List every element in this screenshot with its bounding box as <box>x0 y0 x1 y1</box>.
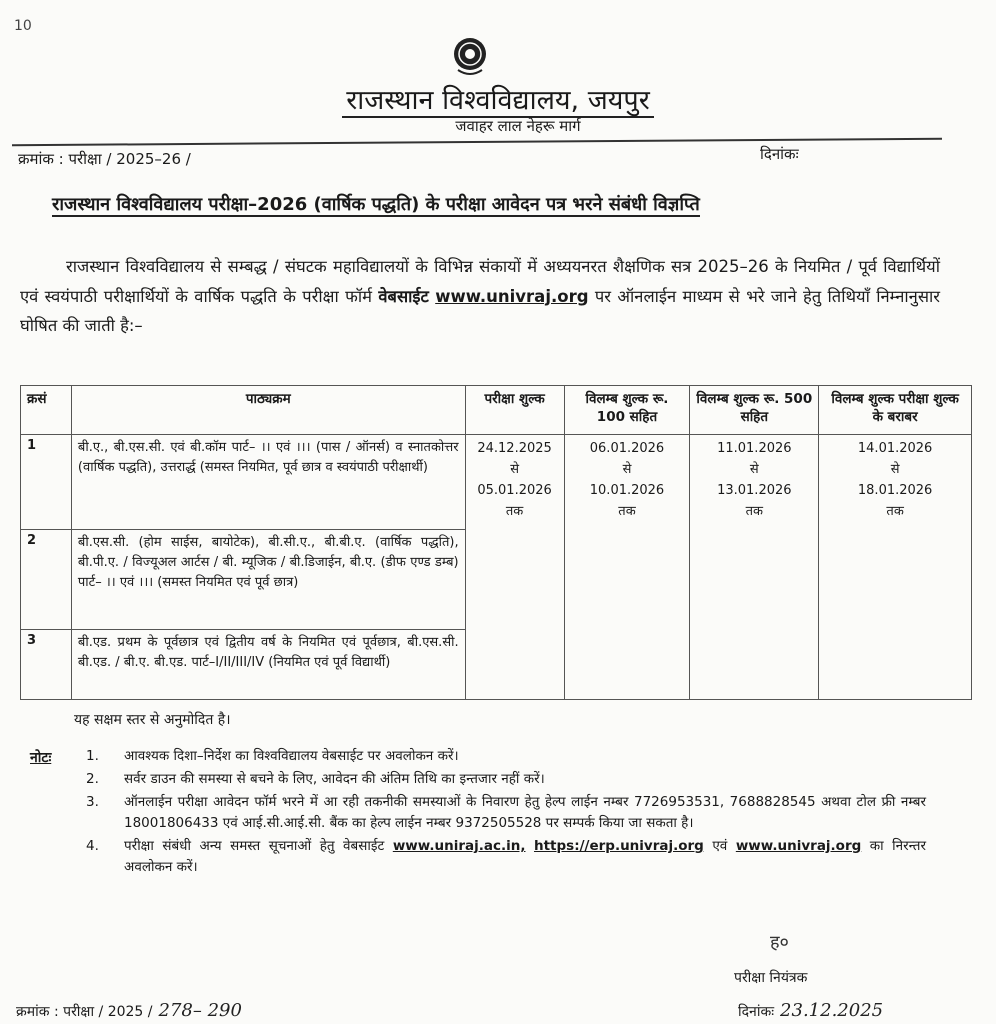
handwritten-ref-number: 278– 290 <box>158 1000 242 1021</box>
website-link[interactable]: www.univraj.org <box>435 286 589 306</box>
row-number: 3 <box>21 630 72 700</box>
reference-number: क्रमांक : परीक्षा / 2025–26 / <box>18 150 191 168</box>
exam-fee-dates: 24.12.2025 से 05.01.2026 तक <box>465 435 564 700</box>
late-equal-dates: 14.01.2026 से 18.01.2026 तक <box>819 435 972 700</box>
uniraj-link[interactable]: www.uniraj.ac.in, <box>392 838 526 854</box>
header-divider <box>12 138 942 146</box>
table-row <box>21 435 972 530</box>
note-item: 2. सर्वर डाउन की समस्या से बचने के लिए, आवेदन की अंतिम तिथि का इन्तजार नहीं करें। <box>86 771 545 787</box>
row-number: 1 <box>21 435 72 530</box>
late-500-dates: 11.01.2026 से 13.01.2026 तक <box>690 435 819 700</box>
course-cell: बी.एड. प्रथम के पूर्वछात्र एवं द्वितीय वर्ष के नियमित एवं पूर्वछात्र, बी.एस.सी. बी.एड. / बी.ए. बी.एड. पार्ट–I/II/III/IV (नियमित एवं पूर्व विद्यार्थी) <box>71 630 465 700</box>
late-100-dates: 06.01.2026 से 10.01.2026 तक <box>564 435 690 700</box>
row-number: 2 <box>21 530 72 630</box>
university-emblem-icon <box>452 36 488 78</box>
col-header-late-100: विलम्ब शुल्क रू. 100 सहित <box>564 386 690 435</box>
table-header-row <box>21 386 972 435</box>
course-cell: बी.एस.सी. (होम साईस, बायोटेक), बी.सी.ए., बी.बी.ए. (वार्षिक पद्धति), बी.पी.ए. / विज्यूअल आर्टस / बी. म्यूजिक / बी.डिजाईन, बी.ए. (डीफ एण्ड डम्ब) पार्ट– ।। एवं ।।। (समस्त नियमित एवं पूर्व छात्र) <box>71 530 465 630</box>
note-item: 3. ऑनलाईन परीक्षा आवेदन फॉर्म भरने में आ रही तकनीकी समस्याओं के निवारण हेतु हेल्प लाईन नम्बर 7726953531, 7688828545 अथवा टोल फ्री नम्बर 18001806433 एवं आई.सी.आई.सी. बैंक का हेल्प लाईन नम्बर 9372505528 पर सम्पर्क किया जा सकता है। <box>86 794 926 831</box>
approval-note: यह सक्षम स्तर से अनुमोदित है। <box>74 712 231 728</box>
course-cell: बी.ए., बी.एस.सी. एवं बी.कॉम पार्ट– ।। एवं ।।। (पास / ऑनर्स) व स्नातकोत्तर (वार्षिक पद्धति), उत्तरार्द्ध (समस्त नियमित, पूर्व छात्र व स्वयंपाठी परीक्षार्थी) <box>71 435 465 530</box>
col-header-late-500: विलम्ब शुल्क रू. 500 सहित <box>690 386 819 435</box>
university-address: जवाहर लाल नेहरू मार्ग <box>455 117 581 135</box>
note-item: 1. आवश्यक दिशा–निर्देश का विश्वविद्यालय वेबसाईट पर अवलोकन करें। <box>86 748 459 764</box>
col-header-sno: क्रसं <box>21 386 72 435</box>
footer-date: दिनांकः 23.12.2025 <box>738 1000 884 1021</box>
footer-reference: क्रमांक : परीक्षा / 2025 / 278– 290 <box>16 1000 242 1021</box>
col-header-exam-fee: परीक्षा शुल्क <box>465 386 564 435</box>
university-name: राजस्थान विश्वविद्यालय, जयपुर <box>0 80 996 117</box>
notes-list <box>86 746 926 880</box>
schedule-table <box>20 385 972 700</box>
note-item: 4. परीक्षा संबंधी अन्य समस्त सूचनाओं हेतु वेबसाईट www.uniraj.ac.in, https://erp.univraj.org एवं www.univraj.org का निरन्तर अवलोकन करें। <box>86 838 927 875</box>
signature: ह० <box>770 932 789 953</box>
handwritten-date: 23.12.2025 <box>780 1000 884 1021</box>
notice-subject: राजस्थान विश्वविद्यालय परीक्षा–2026 (वार्षिक पद्धति) के परीक्षा आवेदन पत्र भरने संबंधी विज्ञप्ति <box>52 194 700 215</box>
notice-body: राजस्थान विश्वविद्यालय से सम्बद्ध / संघटक महाविद्यालयों के विभिन्न संकायों में अध्ययनरत शैक्षणिक सत्र 2025–26 के नियमित / पूर्व विद्यार्थियों एवं स्वयंपाठी परीक्षार्थियों के वार्षिक पद्धति के परीक्षा फॉर्म वेबसाईट www.univraj.org पर ऑनलाईन माध्यम से भरे जाने हेतु तिथियाँ निम्नानुसार घोषित की जाती है:– <box>20 257 940 335</box>
erp-link[interactable]: https://erp.univraj.org <box>533 838 704 854</box>
univraj-link[interactable]: www.univraj.org <box>735 838 862 854</box>
exam-controller-designation: परीक्षा नियंत्रक <box>734 970 808 986</box>
notes-label: नोटः <box>30 750 52 766</box>
col-header-late-equal: विलम्ब शुल्क परीक्षा शुल्क के बराबर <box>819 386 972 435</box>
date-label: दिनांकः <box>760 145 799 163</box>
col-header-course: पाठ्यक्रम <box>71 386 465 435</box>
website-word: वेबसाईट <box>378 286 429 306</box>
page-number: 10 <box>14 18 32 34</box>
